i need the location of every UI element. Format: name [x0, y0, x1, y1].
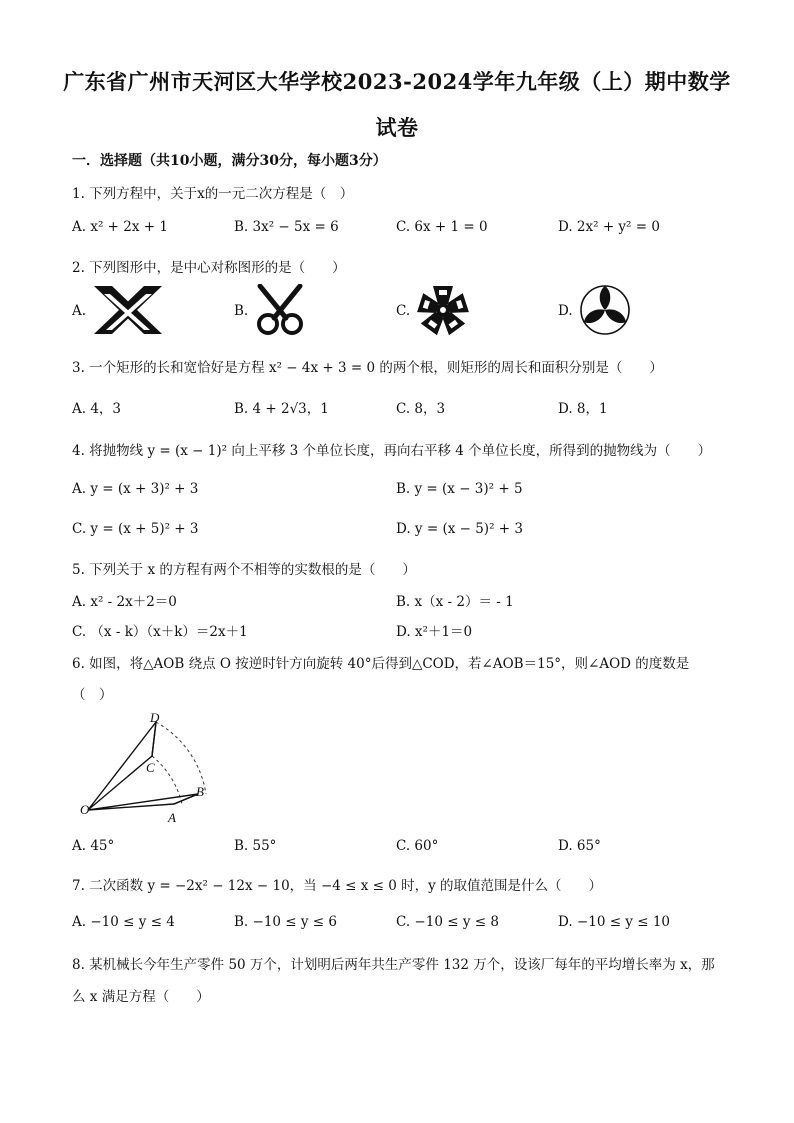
q6-option-b: B. 55°	[234, 838, 277, 854]
question-6-stem-line1: 6. 如图，将△AOB 绕点 O 按逆时针方向旋转 40°后得到△COD，若∠AOB＝15°，则∠AOD 的度数是	[72, 656, 690, 672]
question-6-stem-line2: （ ）	[72, 687, 113, 703]
point-label-b: B	[196, 784, 204, 799]
question-8-stem-line2: 么 x 满足方程（ ）	[72, 989, 210, 1005]
question-8-stem-line1: 8. 某机械长今年生产零件 50 万个，计划明后两年共生产零件 132 万个，设该厂每年的平均增长率为 x，那	[72, 957, 715, 973]
q1-option-a: A. x² + 2x + 1	[72, 219, 168, 235]
figure-a-x-shape	[90, 284, 166, 336]
q7-option-c: C. −10 ≤ y ≤ 8	[396, 914, 499, 930]
q5-option-b: B. x（x - 2）＝ - 1	[396, 594, 514, 610]
question-5-stem: 5. 下列关于 x 的方程有两个不相等的实数根的是（ ）	[72, 562, 416, 578]
q1-option-d: D. 2x² + y² = 0	[558, 219, 660, 235]
q5-option-d: D. x²＋1＝0	[396, 624, 473, 640]
figure-b-scissors-icon	[252, 284, 308, 336]
q3-option-c: C. 8，3	[396, 401, 446, 417]
figure-d-three-blade-circle	[578, 284, 632, 336]
q3-option-a: A. 4，3	[72, 401, 122, 417]
q4-option-c: C. y = (x + 5)² + 3	[72, 521, 199, 537]
q4-option-a: A. y = (x + 3)² + 3	[72, 481, 199, 497]
figure-c-gear-shape	[414, 282, 472, 338]
q4-option-b: B. y = (x − 3)² + 5	[396, 481, 523, 497]
q6-option-c: C. 60°	[396, 838, 439, 854]
q7-option-a: A. −10 ≤ y ≤ 4	[72, 914, 175, 930]
point-label-d: D	[150, 710, 160, 725]
q1-option-b: B. 3x² − 5x = 6	[234, 219, 339, 235]
q1-option-c: C. 6x + 1 = 0	[396, 219, 488, 235]
exam-title-line1: 广东省广州市天河区大华学校2023-2024学年九年级（上）期中数学	[63, 69, 731, 94]
point-label-a: A	[168, 810, 176, 825]
question-4-stem: 4. 将抛物线 y = (x − 1)² 向上平移 3 个单位长度，再向右平移 4 个单位长度，所得到的抛物线为（ ）	[72, 443, 712, 459]
question-1-stem: 1. 下列方程中，关于x的一元二次方程是（ ）	[72, 186, 354, 202]
q3-option-d: D. 8，1	[558, 401, 608, 417]
q4-option-d: D. y = (x − 5)² + 3	[396, 521, 523, 537]
exam-title-line2: 试卷	[375, 115, 419, 140]
q6-rotation-figure	[78, 710, 218, 828]
question-2-stem: 2. 下列图形中，是中心对称图形的是（ ）	[72, 260, 346, 276]
q2-label-a: A.	[72, 303, 87, 319]
q6-option-a: A. 45°	[72, 838, 115, 854]
q5-option-c: C. （x - k）（x＋k）＝2x＋1	[72, 624, 248, 640]
question-7-stem: 7. 二次函数 y = −2x² − 12x − 10，当 −4 ≤ x ≤ 0 时，y 的取值范围是什么（ ）	[72, 878, 603, 894]
q2-label-d: D.	[558, 303, 573, 319]
q7-option-d: D. −10 ≤ y ≤ 10	[558, 914, 671, 930]
q5-option-a: A. x² - 2x＋2＝0	[72, 594, 177, 610]
q2-label-c: C.	[396, 303, 411, 319]
q6-option-d: D. 65°	[558, 838, 601, 854]
q3-option-b: B. 4 + 2√3，1	[234, 401, 329, 417]
point-label-c: C	[146, 760, 155, 775]
section-heading: 一．选择题（共10小题，满分30分，每小题3分）	[72, 153, 387, 169]
q7-option-b: B. −10 ≤ y ≤ 6	[234, 914, 337, 930]
point-label-o: O	[80, 802, 90, 817]
q2-label-b: B.	[234, 303, 249, 319]
question-3-stem: 3. 一个矩形的长和宽恰好是方程 x² − 4x + 3 = 0 的两个根，则矩形的周长和面积分别是（ ）	[72, 360, 663, 376]
